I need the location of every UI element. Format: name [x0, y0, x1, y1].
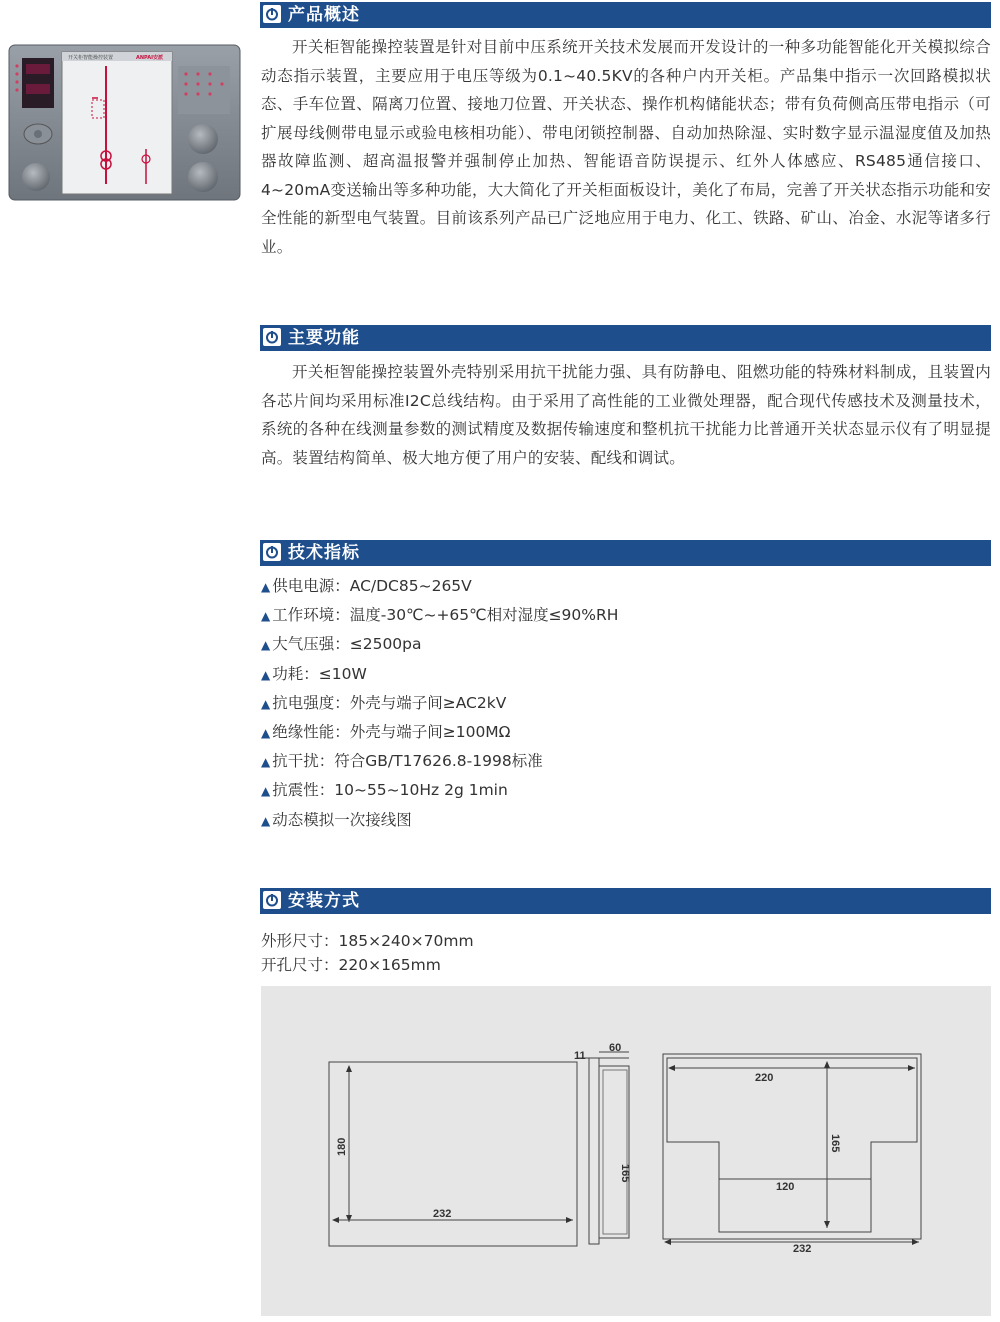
spec-item: ▲ 抗电强度：外壳与端子间≥AC2kV: [261, 693, 507, 712]
triangle-icon: ▲: [261, 784, 271, 799]
power-icon: [263, 543, 281, 561]
specs-header: [260, 540, 991, 566]
cutout-view: [663, 1054, 921, 1255]
product-image: [8, 44, 241, 201]
triangle-icon: ▲: [261, 667, 271, 682]
functions-text: 开关柜智能操控装置外壳特别采用抗干扰能力强、具有防静电、阻燃功能的特殊材料制成，且装置内各芯片间均采用标准I2C总线结构。由于采用了高性能的工业微处理器，配合现代传感技术及测量技术，系统的各种在线测量参数的测试精度及数据传输速度和整机抗干扰能力比普通开关状态显示仪有了明显提高。装置结构简单、极大地方便了用户的安装、配线和调试。: [261, 363, 991, 467]
install-header: [260, 888, 991, 914]
cutout-size: 开孔尺寸：220×165mm: [261, 956, 441, 974]
overview-text: 开关柜智能操控装置是针对目前中压系统开关技术发展而开发设计的一种多功能智能化开关模拟综合动态指示装置，主要应用于电压等级为0.1~40.5KV的各种户内开关柜。产品集中指示一次回路模拟状态、手车位置、隔离刀位置、接地刀位置、开关状态、操作机构储能状态；带有负荷侧高压带电指示（可扩展母线侧带电显示或验电核相功能）、带电闭锁控制器、自动加热除湿、实时数字显示温湿度值及加热器故障监测、超高温报警并强制停止加热、智能语音防误提示、红外人体感应、RS485通信接口、4~20mA变送输出等多种功能，大大简化了开关柜面板设计，美化了布局，完善了开关状态指示功能和安全性能的新型电气装置。目前该系列产品已广泛地应用于电力、化工、铁路、矿山、冶金、水泥等诸多行业。: [261, 38, 991, 256]
overview-title: 产品概述: [288, 5, 360, 25]
triangle-icon: ▲: [261, 696, 271, 711]
left-knob-icon: [22, 163, 50, 191]
specs-list: [261, 572, 618, 835]
functions-header: [260, 325, 991, 351]
front-view: [329, 1062, 577, 1246]
right-knob-top-icon: [188, 124, 218, 154]
cutout-bottom-width-label: 232: [793, 1243, 812, 1255]
specs-title: 技术指标: [288, 543, 360, 563]
triangle-icon: ▲: [261, 726, 271, 741]
right-knob-bottom-icon: [188, 162, 218, 192]
triangle-icon: ▲: [261, 813, 271, 828]
spec-item: ▲ 供电电源：AC/DC85~265V: [261, 577, 472, 595]
power-icon: [263, 328, 281, 346]
side-height-label: 165: [619, 1164, 631, 1183]
triangle-icon: ▲: [261, 609, 271, 624]
spec-item: ▲ 抗干扰：符合GB/T17626.8-1998标准: [261, 752, 543, 771]
spec-item: ▲ 功耗：≤10W: [261, 664, 367, 683]
overview-header: [260, 2, 991, 28]
front-height-label: 180: [336, 1137, 348, 1156]
side-depth-label: 60: [609, 1042, 622, 1054]
spec-item: ▲ 绝缘性能：外壳与端子间≥100MΩ: [261, 723, 511, 742]
power-icon: [263, 891, 281, 909]
functions-title: 主要功能: [288, 328, 360, 348]
panel-title: 开关柜智能操控装置: [68, 55, 114, 61]
dimension-drawing: [261, 986, 991, 1316]
cutout-height-label: 165: [829, 1134, 841, 1153]
triangle-icon: ▲: [261, 755, 271, 770]
triangle-icon: ▲: [261, 638, 271, 653]
spec-item: ▲ 动态模拟一次接线图: [261, 810, 412, 829]
install-title: 安装方式: [288, 891, 360, 911]
spec-item: ▲ 大气压强：≤2500pa: [261, 635, 422, 654]
power-icon: [263, 5, 281, 23]
mimic-panel: [62, 52, 172, 194]
install-info: [261, 929, 474, 977]
outer-size: 外形尺寸：185×240×70mm: [261, 932, 474, 950]
dimension-svg: [261, 986, 991, 1316]
side-gap-label: 11: [574, 1050, 586, 1062]
brand-logo: ANPAI安派: [136, 55, 163, 61]
device-illustration: [8, 44, 241, 201]
side-view: [574, 1042, 631, 1244]
cutout-inner-width-label: 120: [776, 1181, 795, 1193]
front-width-label: 232: [433, 1208, 452, 1220]
triangle-icon: ▲: [261, 580, 271, 594]
cutout-top-width-label: 220: [755, 1072, 774, 1084]
spec-item: ▲ 工作环境：温度-30℃~+65℃相对湿度≤90%RH: [261, 606, 619, 625]
spec-item: ▲ 抗震性：10~55~10Hz 2g 1min: [261, 781, 508, 800]
